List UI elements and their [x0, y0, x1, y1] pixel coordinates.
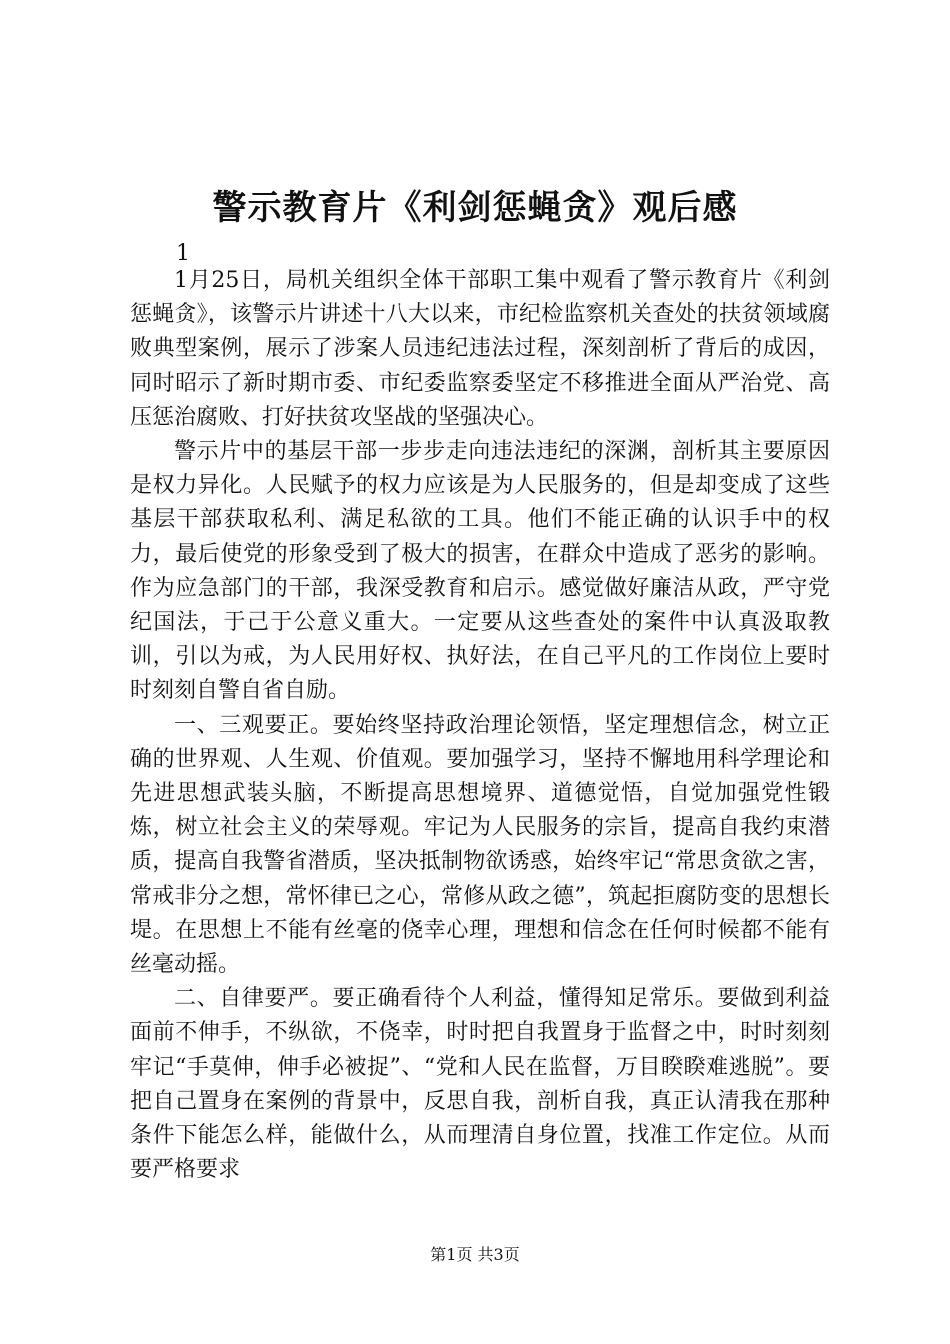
- paragraph-4: 二、自律要严。要正确看待个人利益，懂得知足常乐。要做到利益面前不伸手，不纵欲，不侥幸，时时把自我置身于监督之中，时时刻刻牢记“手莫伸，伸手必被捉”、“党和人民在监督，万目睽睽难逃脱”。要把自己置身在案例的背景中，反思自我，剖析自我，真正认清我在那种条件下能怎么样，能做什么，从而理清自身位置，找准工作定位。从而要严格要求: [130, 986, 830, 1183]
- page-footer: 第1页 共3页: [430, 1245, 520, 1264]
- paragraph-3: 一、三观要正。要始终坚持政治理论领悟，坚定理想信念，树立正确的世界观、人生观、价值观。要加强学习，坚持不懈地用科学理论和先进思想武装头脑，不断提高思想境界、道德觉悟，自觉加强党性锻炼，树立社会主义的荣辱观。牢记为人民服务的宗旨，提高自我约束潜质，提高自我警省潜质，坚决抵制物欲诱惑，始终牢记“常思贪欲之害，常戒非分之想，常怀律已之心，常修从政之德”，筑起拒腐防变的思想长堤。在思想上不能有丝毫的侥幸心理，理想和信念在任何时候都不能有丝毫动摇。: [130, 712, 830, 978]
- section-number: 1: [176, 241, 190, 266]
- paragraph-1: 1月25日，局机关组织全体干部职工集中观看了警示教育片《利剑惩蝇贪》，该警示片讲述十八大以来，市纪检监察机关查处的扶贫领域腐败典型案例，展示了涉案人员违纪违法过程，深刻剖析了背后的成因，同时昭示了新时期市委、市纪委监察委坚定不移推进全面从严治党、高压惩治腐败、打好扶贫攻坚战的坚强决心。: [130, 268, 830, 430]
- page-title: 警示教育片《利剑惩蝇贪》观后感: [212, 188, 738, 228]
- document-body: [130, 264, 830, 1187]
- paragraph-2: 警示片中的基层干部一步步走向违法违纪的深渊，剖析其主要原因是权力异化。人民赋予的权力应该是为人民服务的，但是却变成了这些基层干部获取私利、满足私欲的工具。他们不能正确的认识手中的权力，最后使党的形象受到了极大的损害，在群众中造成了恶劣的影响。作为应急部门的干部，我深受教育和启示。感觉做好廉洁从政，严守党纪国法，于己于公意义重大。一定要从这些查处的案件中认真汲取教训，引以为戒，为人民用好权、执好法，在自己平凡的工作岗位上要时时刻刻自警自省自励。: [130, 439, 830, 704]
